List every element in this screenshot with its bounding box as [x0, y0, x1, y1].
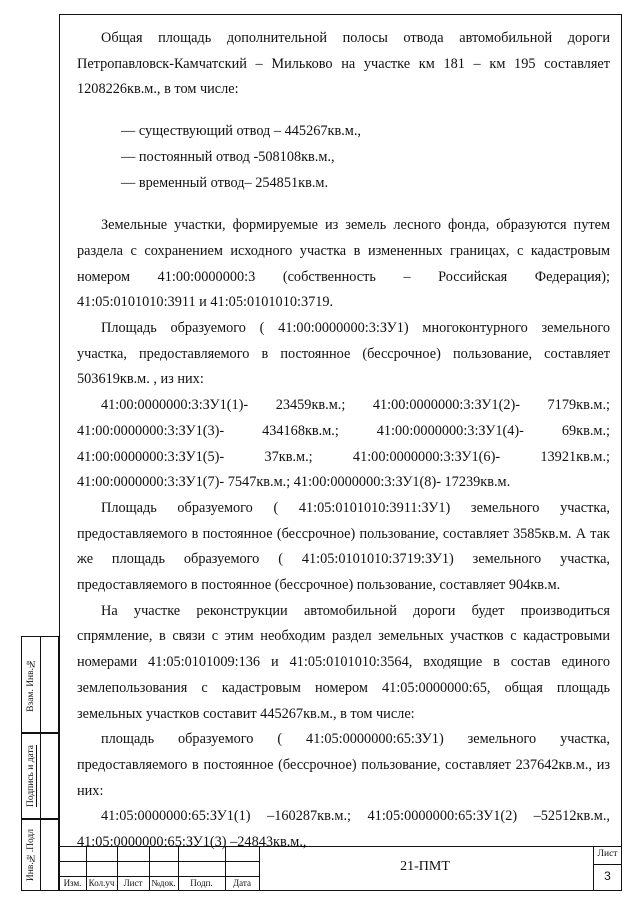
paragraph-parcel-65-contours: 41:05:0000000:65:ЗУ1(1) –160287кв.м.; 41:05:0000000:65:ЗУ1(2) –52512кв.м., 41:05:0000000:65:ЗУ1(3) –24843кв.м.,: [77, 808, 610, 851]
side-label-podpis: Подпись и дата: [26, 744, 36, 807]
paragraph-total-area: Общая площадь дополнительной полосы отвода автомобильной дороги Петропавловск-Камчатский – Мильково на участке км 181 – км 195 составляет 1208226кв.м., в том числе:: [77, 30, 610, 98]
paragraph-multicontour-area: Площадь образуемого ( 41:00:0000000:3:ЗУ1) многоконтурного земельного участка, предоставляемого в постоянное (бессрочное) пользование, составляет 503619кв.м. , из них:: [77, 320, 610, 388]
title-block: [59, 846, 622, 891]
stamp-header-kolich: Кол.уч: [88, 878, 115, 888]
bullet-permanent-allotment: — постоянный отвод -508108кв.м.,: [121, 148, 335, 165]
side-divider: [40, 820, 41, 890]
paragraph-forest-land: Земельные участки, формируемые из земель лесного фонда, образуются путем раздела с сохранением исходного участка в измененных границах, с кадастровым номером 41:00:0000000:3 (собственность – Российская Федерация); 41:05:0101010:3911 и 41:05:0101010:3719.: [77, 217, 610, 311]
bullet-existing-allotment: — существующий отвод – 445267кв.м.,: [121, 123, 361, 140]
side-box-inv: [21, 819, 59, 891]
side-divider: [40, 734, 41, 818]
stamp-header-podp: Подп.: [190, 878, 213, 888]
bullet-temporary-allotment: — временный отвод– 254851кв.м.: [121, 174, 329, 191]
side-label-vzam: Взам. Инв.№: [26, 657, 36, 712]
sheet-number: 3: [604, 869, 611, 883]
paragraph-parcel-65: площадь образуемого ( 41:05:0000000:65:ЗУ1) земельного участка, предоставляемого в постоянное (бессрочное) пользование, составляет 237642кв.м., из них:: [77, 731, 610, 799]
paragraph-straightening: На участке реконструкции автомобильной дороги будет производиться спрямление, в связи с этим необходим раздел земельных участков с кадастровыми номерами 41:05:0101009:136 и 41:05:0101010:3564, входящие в состав единого землепользования с кадастровым номером 41:05:0000000:65, общая площадь земельных участков составит 445267кв.м., в том числе:: [77, 602, 610, 722]
stamp-row-line: [59, 876, 259, 877]
paragraph-parcel-3911: Площадь образуемого ( 41:05:0101010:3911:ЗУ1) земельного участка, предоставляемого в постоянное (бессрочное) пользование, составляет 3585кв.м. А так же площадь образуемого ( 41:05:0101010:3719:ЗУ1) земельного участка, предоставляемого в постоянное (бессрочное) пользование, составляет 904кв.м.: [77, 499, 610, 594]
stamp-header-izm: Изм.: [63, 878, 82, 888]
stamp-row-line: [59, 861, 259, 862]
document-code: 21-ПМТ: [400, 859, 450, 874]
stamp-header-ndok: №док.: [151, 878, 176, 888]
side-box-podpis: [21, 733, 59, 819]
sheet-label: Лист: [597, 849, 618, 859]
stamp-header-data: Дата: [233, 878, 251, 888]
stamp-header-list: Лист: [123, 878, 143, 888]
bullet-list: [77, 119, 610, 196]
document-body: [77, 26, 610, 856]
side-label-inv: Инв.№.Подл: [26, 828, 36, 882]
side-box-vzam: [21, 636, 59, 733]
side-divider: [40, 637, 41, 732]
stamp-row-line: [593, 864, 622, 865]
paragraph-contour-list: 41:00:0000000:3:ЗУ1(1)- 23459кв.м.; 41:00:0000000:3:ЗУ1(2)- 7179кв.м.; 41:00:0000000:3:ЗУ1(3)- 434168кв.м.; 41:00:0000000:3:ЗУ1(4)- 69кв.м.; 41:00:0000000:3:ЗУ1(5)- 37кв.м.; 41:00:0000000:3:ЗУ1(6)- 13921кв.м.; 41:00:0000000:3:ЗУ1(7)- 7547кв.м.; 41:00:0000000:3:ЗУ1(8)- 17239кв.м.: [77, 397, 610, 491]
